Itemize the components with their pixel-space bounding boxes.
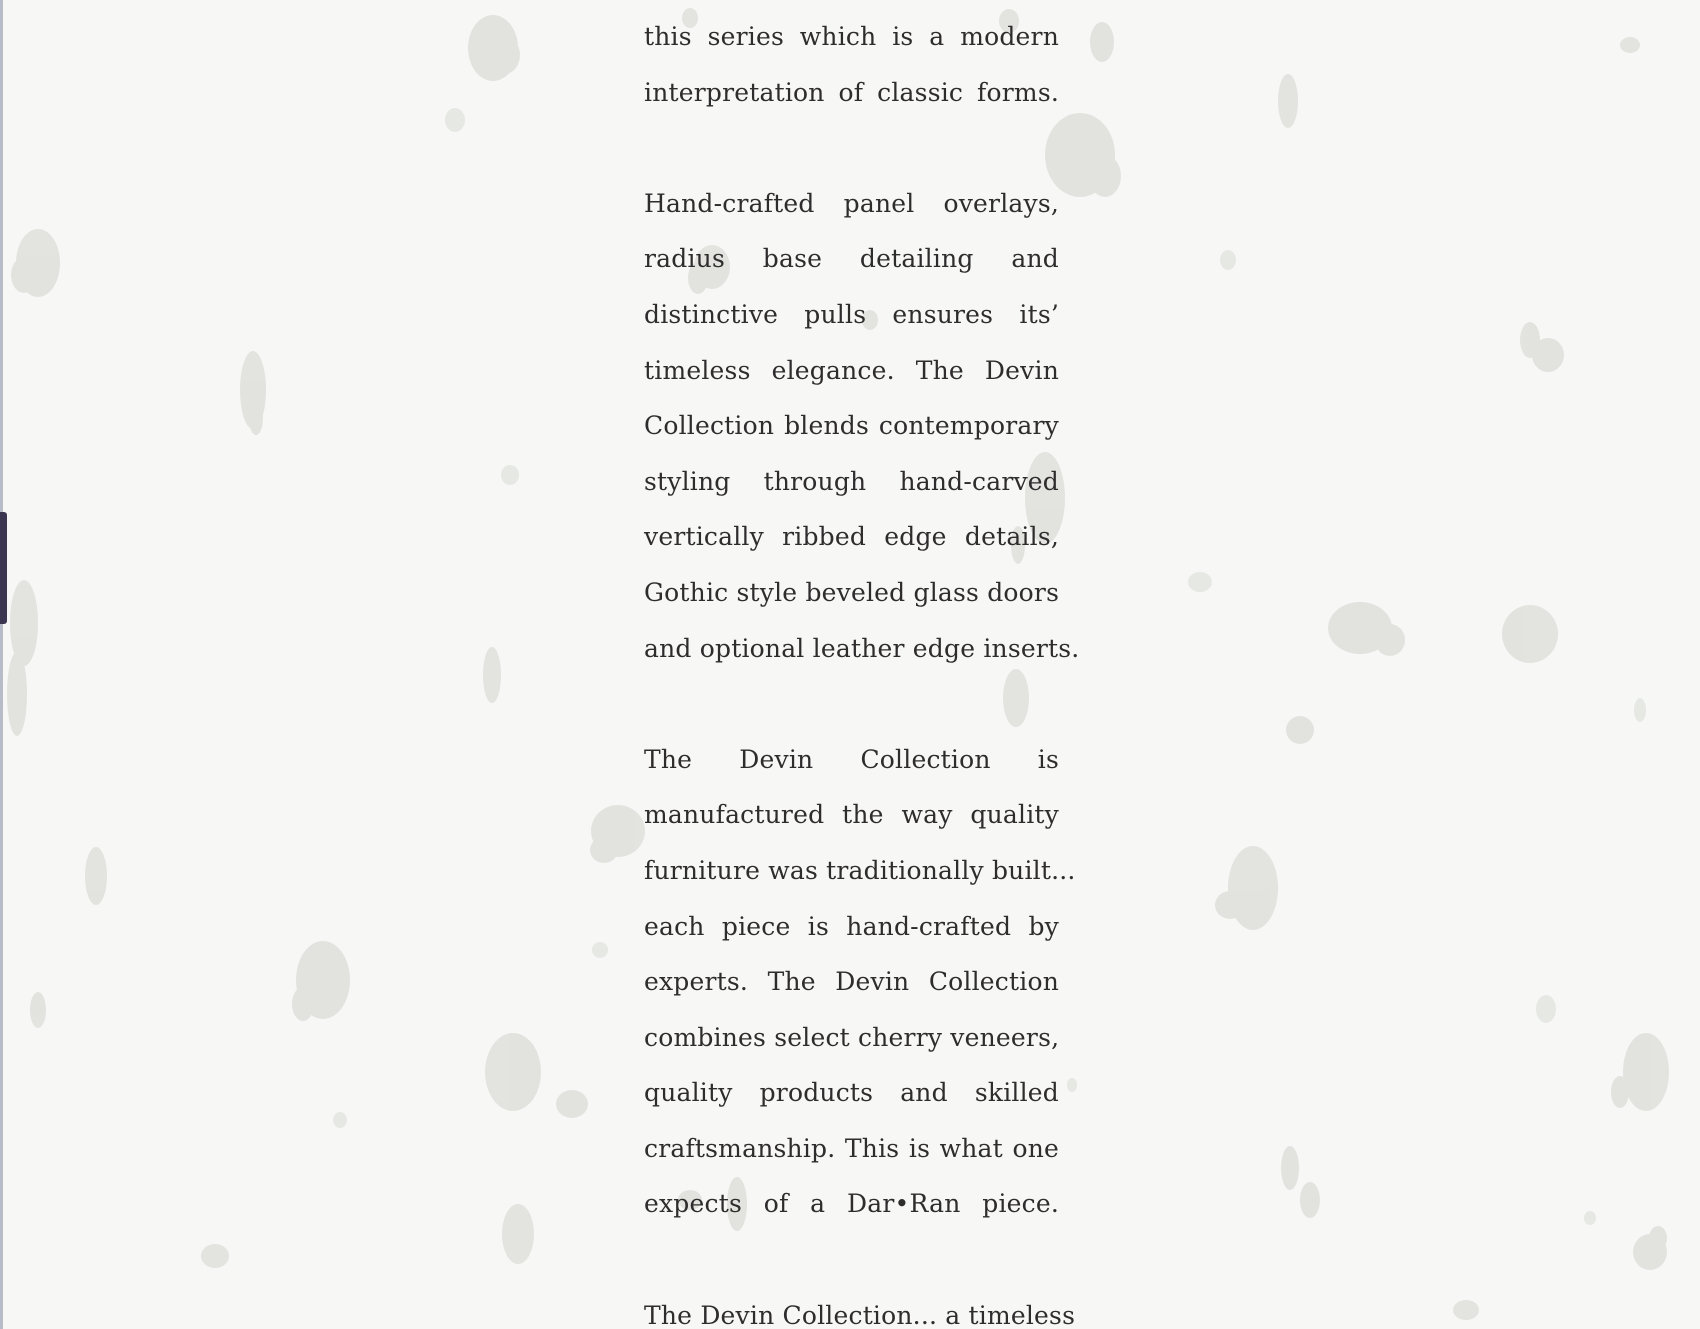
text-line: Hand-crafted panel overlays, (644, 188, 1059, 218)
text-line: craftsmanship. This is what one (644, 1133, 1059, 1163)
text-line: radius base detailing and (644, 244, 1059, 274)
text-line: interpretation of classic forms. (644, 77, 1059, 107)
paragraph-manufacturing (644, 732, 1076, 1232)
paragraph-design-details (644, 176, 1080, 676)
text-line: vertically ribbed edge details, (644, 522, 1059, 552)
text-line: this series which is a modern (644, 22, 1059, 51)
text-line: The Devin Collection is (644, 744, 1059, 774)
text-line: expects of a Dar•Ran piece. (644, 1189, 1059, 1219)
text-line: manufactured the way quality (644, 800, 1059, 830)
text-line: quality products and skilled (644, 1078, 1059, 1108)
body-text-column (644, 0, 1080, 1329)
paragraph-gap (644, 676, 1059, 732)
text-line: and optional leather edge inserts. (644, 633, 1080, 663)
paragraph-gap (644, 120, 1059, 176)
paragraph-timeless-closing (644, 1288, 1076, 1329)
binding-mark (0, 512, 7, 624)
text-line: Collection blends contemporary (644, 411, 1059, 441)
text-line: styling through hand-carved (644, 466, 1059, 496)
text-line: combines select cherry veneers, (644, 1022, 1060, 1052)
text-line: distinctive pulls ensures its’ (644, 299, 1059, 329)
text-line: each piece is hand-crafted by (644, 911, 1059, 941)
text-line: furniture was traditionally built... (644, 855, 1076, 885)
paragraph-gap (644, 1232, 1059, 1288)
paragraph-modern-interpretation (644, 9, 1059, 120)
text-line: experts. The Devin Collection (644, 967, 1059, 997)
text-line: The Devin Collection... a timeless (644, 1300, 1076, 1329)
text-line: Gothic style beveled glass doors (644, 577, 1060, 607)
text-line: timeless elegance. The Devin (644, 355, 1059, 385)
page-left-edge (0, 0, 3, 1329)
